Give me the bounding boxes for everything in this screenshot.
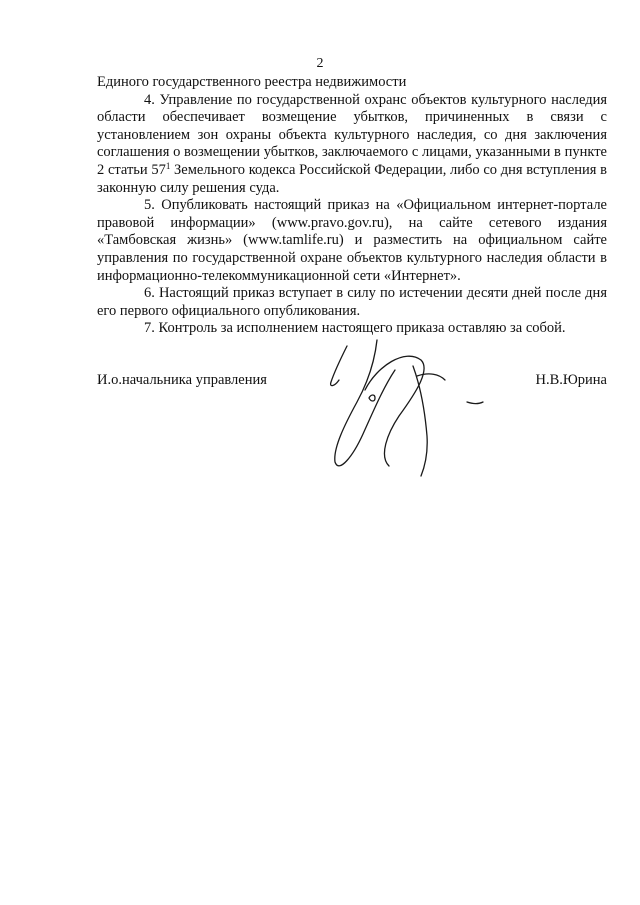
paragraph-6: 6. Настоящий приказ вступает в силу по истечении десяти дней после дня его первого официального опубликования. xyxy=(97,285,607,319)
paragraph-4-text: 4. Управление по государственной охранс объектов культурного наследия области обеспечивает возмещение убытков, причиненных в связи с установлением зон охраны объекта культурного наследия, со дня заключения соглашения о возмещении убытков, заключаемого с лицами, указанными в пункте 2 статьи 57 xyxy=(97,91,607,178)
signatory-name: Н.В.Юрина xyxy=(535,372,607,388)
paragraph-4 xyxy=(97,92,607,198)
paragraph-5: 5. Опубликовать настоящий приказ на «Официальном интернет-портале правовой информации» (www.pravo.gov.ru), на сайте сетевого издания «Тамбовская жизнь» (www.tamlife.ru) и разместить на официальном сайте управления по государственной охране объектов культурного наследия области в информационно-телекоммуникационной сети «Интернет». xyxy=(97,197,607,284)
paragraph-7: 7. Контроль за исполнением настоящего приказа оставляю за собой. xyxy=(144,320,566,337)
handwritten-signature xyxy=(317,336,567,486)
paragraph-4-superscript: 1 xyxy=(165,160,171,171)
signatory-position: И.о.начальника управления xyxy=(97,372,267,388)
paragraph-continuation: Единого государственного реестра недвижимости xyxy=(97,74,407,90)
document-body xyxy=(97,74,607,338)
signature-block xyxy=(97,372,607,482)
page-number: 2 xyxy=(316,56,324,71)
paragraph-4-tail: Земельного кодекса Российской Федерации, либо со дня вступления в законную силу решения суда. xyxy=(97,161,607,196)
